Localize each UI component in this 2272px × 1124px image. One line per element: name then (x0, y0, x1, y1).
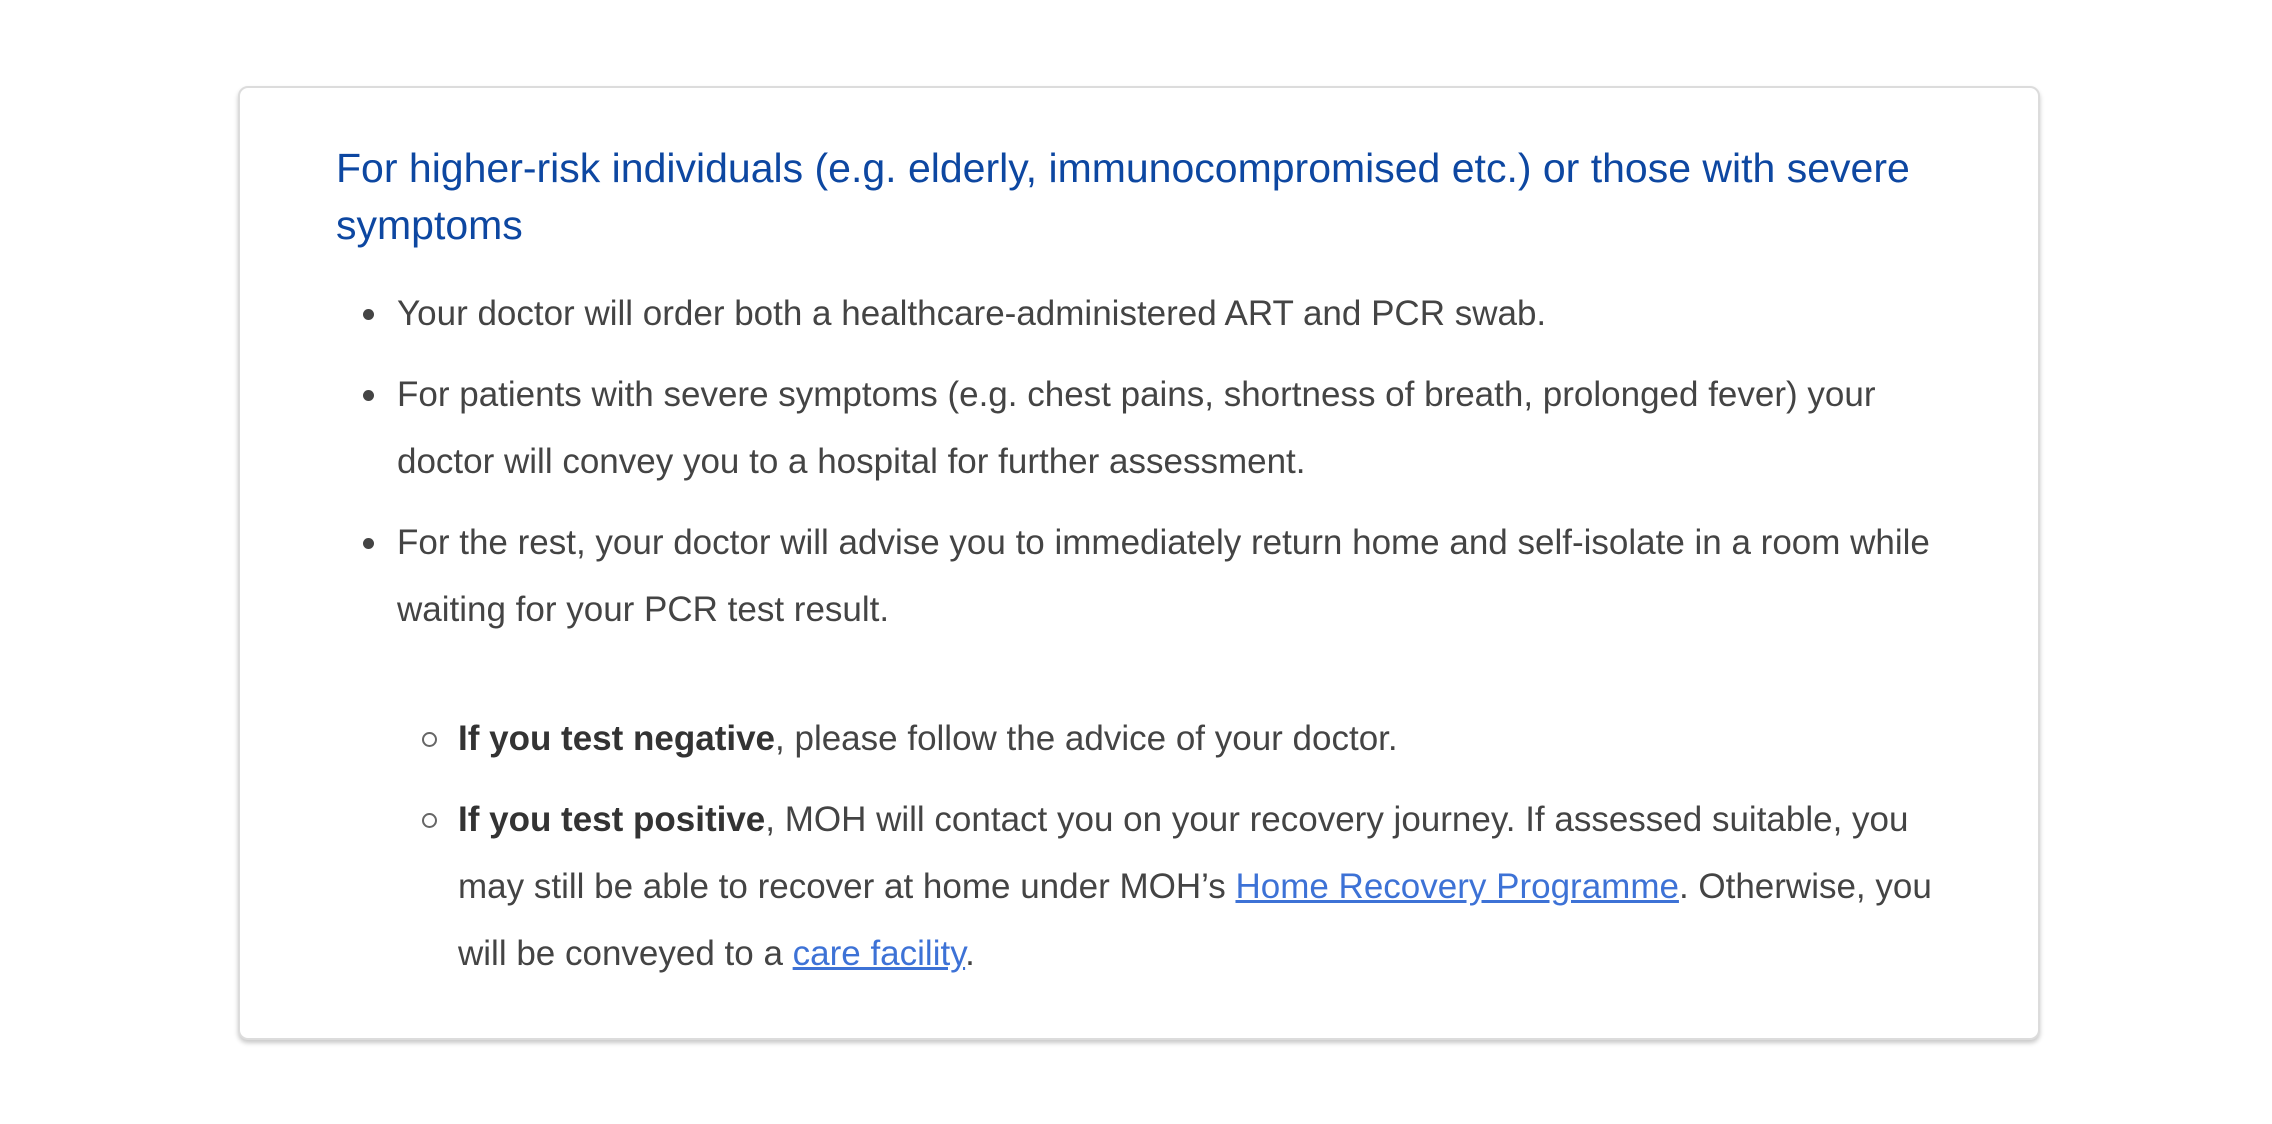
item-text: , please follow the advice of your doctor. (775, 719, 1398, 758)
home-recovery-programme-link[interactable]: Home Recovery Programme (1235, 867, 1679, 906)
section-heading: For higher-risk individuals (e.g. elderly, immunocompromised etc.) or those with severe symptoms (336, 145, 1910, 248)
list-item: For the rest, your doctor will advise you to immediately return home and self-isolate in a room while waiting for your PCR test result. (336, 509, 1942, 643)
sub-list-item-positive (397, 786, 1942, 987)
item-text: , MOH will contact you on your recovery journey. If assessed suitable, you may still be able to recover at home under MOH’s (458, 800, 1909, 906)
main-bullet-list (336, 280, 1942, 987)
list-item: For patients with severe symptoms (e.g. chest pains, shortness of breath, prolonged fever) your doctor will convey you to a hospital for further assessment. (336, 361, 1942, 495)
sub-bullet-list (397, 705, 1942, 987)
item-text: . Otherwise, you will be conveyed to a (458, 867, 1932, 973)
care-facility-link[interactable]: care facility (792, 934, 966, 973)
info-card (238, 86, 2040, 1040)
item-text: . (965, 934, 975, 973)
nested-list-container (336, 657, 1942, 987)
sub-list-item-negative (397, 705, 1942, 772)
bold-label: If you test positive (458, 800, 766, 839)
bold-label: If you test negative (458, 719, 776, 758)
list-item: Your doctor will order both a healthcare-administered ART and PCR swab. (336, 280, 1942, 347)
